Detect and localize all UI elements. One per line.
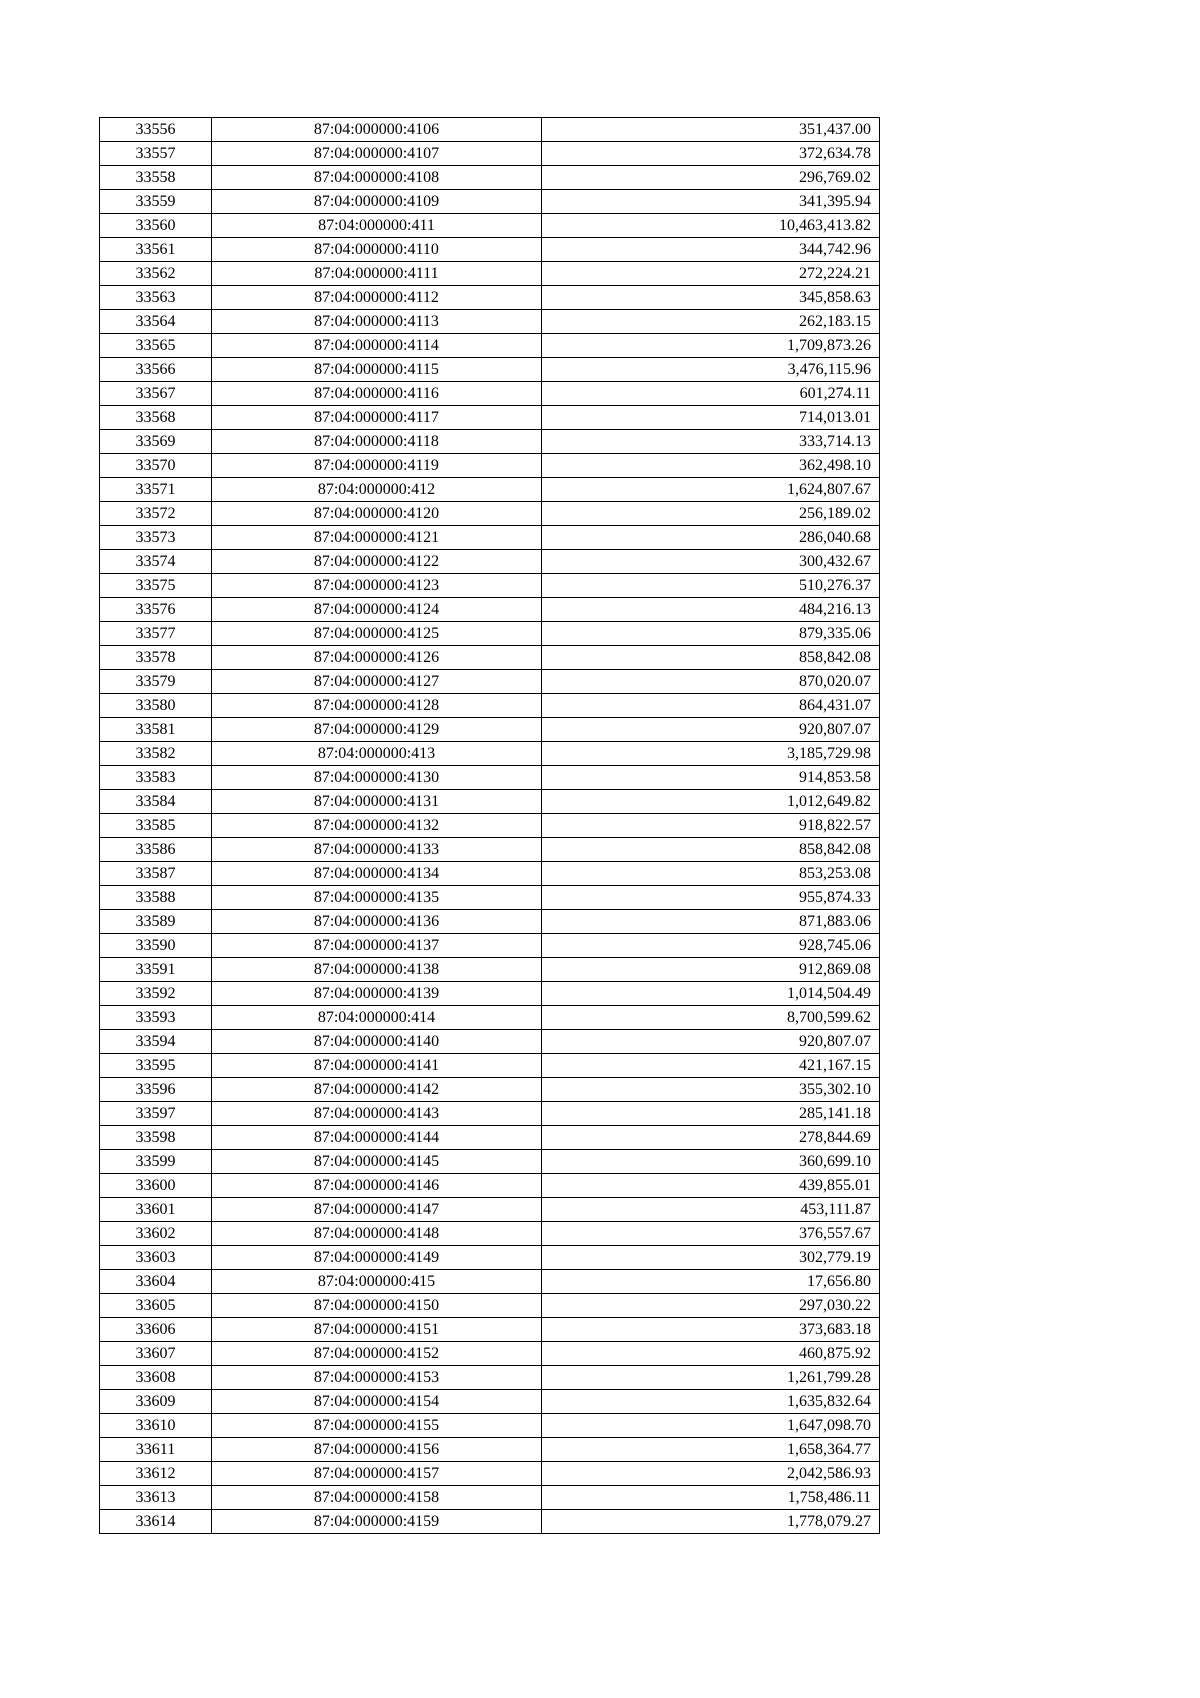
table-row [100,598,880,622]
row-number-cell: 33559 [100,190,212,214]
value-cell: 286,040.68 [542,526,880,550]
value-cell: 1,012,649.82 [542,790,880,814]
table-row [100,478,880,502]
table-row [100,1198,880,1222]
table-row [100,1486,880,1510]
cadastral-number-cell: 87:04:000000:4139 [212,982,542,1006]
cadastral-number-cell: 87:04:000000:4109 [212,190,542,214]
value-cell: 360,699.10 [542,1150,880,1174]
cadastral-number-cell: 87:04:000000:4126 [212,646,542,670]
row-number-cell: 33578 [100,646,212,670]
table-row [100,1246,880,1270]
row-number-cell: 33611 [100,1438,212,1462]
value-cell: 914,853.58 [542,766,880,790]
row-number-cell: 33586 [100,838,212,862]
row-number-cell: 33573 [100,526,212,550]
row-number-cell: 33602 [100,1222,212,1246]
cadastral-number-cell: 87:04:000000:4143 [212,1102,542,1126]
cadastral-number-cell: 87:04:000000:4123 [212,574,542,598]
row-number-cell: 33604 [100,1270,212,1294]
value-cell: 918,822.57 [542,814,880,838]
table-row [100,406,880,430]
table-row [100,1294,880,1318]
value-cell: 3,476,115.96 [542,358,880,382]
value-cell: 601,274.11 [542,382,880,406]
table-row [100,1318,880,1342]
row-number-cell: 33567 [100,382,212,406]
value-cell: 333,714.13 [542,430,880,454]
value-cell: 1,635,832.64 [542,1390,880,1414]
row-number-cell: 33597 [100,1102,212,1126]
row-number-cell: 33560 [100,214,212,238]
row-number-cell: 33603 [100,1246,212,1270]
table-row [100,1174,880,1198]
value-cell: 1,014,504.49 [542,982,880,1006]
cadastral-number-cell: 87:04:000000:4118 [212,430,542,454]
table-row [100,838,880,862]
value-cell: 460,875.92 [542,1342,880,1366]
value-cell: 912,869.08 [542,958,880,982]
row-number-cell: 33590 [100,934,212,958]
cadastral-number-cell: 87:04:000000:4108 [212,166,542,190]
cadastral-number-cell: 87:04:000000:4136 [212,910,542,934]
table-row [100,670,880,694]
cadastral-number-cell: 87:04:000000:4134 [212,862,542,886]
cadastral-number-cell: 87:04:000000:4155 [212,1414,542,1438]
value-cell: 278,844.69 [542,1126,880,1150]
value-cell: 8,700,599.62 [542,1006,880,1030]
row-number-cell: 33572 [100,502,212,526]
row-number-cell: 33576 [100,598,212,622]
row-number-cell: 33563 [100,286,212,310]
table-row [100,1222,880,1246]
table-row [100,886,880,910]
row-number-cell: 33592 [100,982,212,1006]
cadastral-number-cell: 87:04:000000:4156 [212,1438,542,1462]
table-row [100,262,880,286]
table-row [100,238,880,262]
cadastral-number-cell: 87:04:000000:4107 [212,142,542,166]
value-cell: 714,013.01 [542,406,880,430]
value-cell: 302,779.19 [542,1246,880,1270]
table-row [100,1366,880,1390]
table-row [100,742,880,766]
cadastral-number-cell: 87:04:000000:4128 [212,694,542,718]
value-cell: 955,874.33 [542,886,880,910]
cadastral-number-cell: 87:04:000000:4114 [212,334,542,358]
row-number-cell: 33557 [100,142,212,166]
cadastral-number-cell: 87:04:000000:4154 [212,1390,542,1414]
cadastral-number-cell: 87:04:000000:4149 [212,1246,542,1270]
data-table [99,117,880,1534]
table-row [100,334,880,358]
value-cell: 871,883.06 [542,910,880,934]
value-cell: 928,745.06 [542,934,880,958]
value-cell: 344,742.96 [542,238,880,262]
row-number-cell: 33594 [100,1030,212,1054]
value-cell: 858,842.08 [542,838,880,862]
table-row [100,766,880,790]
row-number-cell: 33589 [100,910,212,934]
table-row [100,982,880,1006]
table-row [100,1030,880,1054]
value-cell: 1,758,486.11 [542,1486,880,1510]
table-row [100,382,880,406]
cadastral-number-cell: 87:04:000000:4122 [212,550,542,574]
row-number-cell: 33610 [100,1414,212,1438]
value-cell: 858,842.08 [542,646,880,670]
table-row [100,1510,880,1534]
cadastral-number-cell: 87:04:000000:4146 [212,1174,542,1198]
row-number-cell: 33583 [100,766,212,790]
table-row [100,1054,880,1078]
cadastral-number-cell: 87:04:000000:4133 [212,838,542,862]
cadastral-number-cell: 87:04:000000:4147 [212,1198,542,1222]
row-number-cell: 33558 [100,166,212,190]
cadastral-number-cell: 87:04:000000:4135 [212,886,542,910]
cadastral-number-cell: 87:04:000000:4137 [212,934,542,958]
row-number-cell: 33565 [100,334,212,358]
cadastral-number-cell: 87:04:000000:4120 [212,502,542,526]
row-number-cell: 33595 [100,1054,212,1078]
cadastral-number-cell: 87:04:000000:415 [212,1270,542,1294]
table-row [100,142,880,166]
row-number-cell: 33562 [100,262,212,286]
cadastral-number-cell: 87:04:000000:4151 [212,1318,542,1342]
value-cell: 853,253.08 [542,862,880,886]
value-cell: 373,683.18 [542,1318,880,1342]
row-number-cell: 33613 [100,1486,212,1510]
cadastral-number-cell: 87:04:000000:4140 [212,1030,542,1054]
value-cell: 864,431.07 [542,694,880,718]
table-row [100,1342,880,1366]
cadastral-number-cell: 87:04:000000:411 [212,214,542,238]
value-cell: 453,111.87 [542,1198,880,1222]
row-number-cell: 33591 [100,958,212,982]
row-number-cell: 33569 [100,430,212,454]
row-number-cell: 33609 [100,1390,212,1414]
cadastral-number-cell: 87:04:000000:413 [212,742,542,766]
row-number-cell: 33581 [100,718,212,742]
value-cell: 362,498.10 [542,454,880,478]
value-cell: 355,302.10 [542,1078,880,1102]
table-row [100,118,880,142]
cadastral-number-cell: 87:04:000000:4144 [212,1126,542,1150]
value-cell: 870,020.07 [542,670,880,694]
table-row [100,1390,880,1414]
table-row [100,286,880,310]
cadastral-number-cell: 87:04:000000:4130 [212,766,542,790]
row-number-cell: 33599 [100,1150,212,1174]
table-row [100,310,880,334]
table-row [100,454,880,478]
table-row [100,358,880,382]
cadastral-number-cell: 87:04:000000:4111 [212,262,542,286]
table-row [100,646,880,670]
cadastral-number-cell: 87:04:000000:4141 [212,1054,542,1078]
table-row [100,574,880,598]
table-row [100,1006,880,1030]
value-cell: 920,807.07 [542,718,880,742]
value-cell: 439,855.01 [542,1174,880,1198]
row-number-cell: 33564 [100,310,212,334]
value-cell: 17,656.80 [542,1270,880,1294]
table-row [100,1462,880,1486]
row-number-cell: 33607 [100,1342,212,1366]
cadastral-number-cell: 87:04:000000:4138 [212,958,542,982]
table-row [100,1150,880,1174]
cadastral-number-cell: 87:04:000000:4159 [212,1510,542,1534]
table-row [100,1078,880,1102]
value-cell: 1,624,807.67 [542,478,880,502]
cadastral-number-cell: 87:04:000000:4129 [212,718,542,742]
table-row [100,1102,880,1126]
table-row [100,718,880,742]
table-row [100,790,880,814]
cadastral-number-cell: 87:04:000000:4152 [212,1342,542,1366]
cadastral-number-cell: 87:04:000000:4110 [212,238,542,262]
cadastral-number-cell: 87:04:000000:4158 [212,1486,542,1510]
cadastral-number-cell: 87:04:000000:4131 [212,790,542,814]
cadastral-number-cell: 87:04:000000:4148 [212,1222,542,1246]
value-cell: 297,030.22 [542,1294,880,1318]
cadastral-number-cell: 87:04:000000:412 [212,478,542,502]
row-number-cell: 33561 [100,238,212,262]
table-row [100,862,880,886]
row-number-cell: 33585 [100,814,212,838]
value-cell: 510,276.37 [542,574,880,598]
row-number-cell: 33570 [100,454,212,478]
value-cell: 1,647,098.70 [542,1414,880,1438]
cadastral-number-cell: 87:04:000000:4117 [212,406,542,430]
row-number-cell: 33577 [100,622,212,646]
table-row [100,526,880,550]
row-number-cell: 33608 [100,1366,212,1390]
row-number-cell: 33588 [100,886,212,910]
value-cell: 262,183.15 [542,310,880,334]
row-number-cell: 33556 [100,118,212,142]
value-cell: 372,634.78 [542,142,880,166]
table-row [100,1126,880,1150]
table-row [100,550,880,574]
value-cell: 2,042,586.93 [542,1462,880,1486]
table-row [100,190,880,214]
cadastral-number-cell: 87:04:000000:4132 [212,814,542,838]
cadastral-number-cell: 87:04:000000:4153 [212,1366,542,1390]
cadastral-number-cell: 87:04:000000:4115 [212,358,542,382]
row-number-cell: 33566 [100,358,212,382]
table-row [100,1414,880,1438]
cadastral-number-cell: 87:04:000000:4142 [212,1078,542,1102]
value-cell: 3,185,729.98 [542,742,880,766]
table-row [100,814,880,838]
row-number-cell: 33584 [100,790,212,814]
table-row [100,430,880,454]
value-cell: 345,858.63 [542,286,880,310]
row-number-cell: 33574 [100,550,212,574]
row-number-cell: 33575 [100,574,212,598]
table-row [100,166,880,190]
value-cell: 484,216.13 [542,598,880,622]
cadastral-number-cell: 87:04:000000:4145 [212,1150,542,1174]
value-cell: 10,463,413.82 [542,214,880,238]
value-cell: 376,557.67 [542,1222,880,1246]
value-cell: 341,395.94 [542,190,880,214]
row-number-cell: 33598 [100,1126,212,1150]
value-cell: 920,807.07 [542,1030,880,1054]
row-number-cell: 33605 [100,1294,212,1318]
cadastral-number-cell: 87:04:000000:4106 [212,118,542,142]
row-number-cell: 33593 [100,1006,212,1030]
cadastral-number-cell: 87:04:000000:4113 [212,310,542,334]
value-cell: 421,167.15 [542,1054,880,1078]
table-row [100,1270,880,1294]
cadastral-number-cell: 87:04:000000:4150 [212,1294,542,1318]
row-number-cell: 33587 [100,862,212,886]
row-number-cell: 33606 [100,1318,212,1342]
row-number-cell: 33579 [100,670,212,694]
value-cell: 351,437.00 [542,118,880,142]
cadastral-number-cell: 87:04:000000:4124 [212,598,542,622]
row-number-cell: 33580 [100,694,212,718]
row-number-cell: 33568 [100,406,212,430]
row-number-cell: 33601 [100,1198,212,1222]
cadastral-number-cell: 87:04:000000:4116 [212,382,542,406]
row-number-cell: 33614 [100,1510,212,1534]
value-cell: 1,709,873.26 [542,334,880,358]
value-cell: 300,432.67 [542,550,880,574]
value-cell: 879,335.06 [542,622,880,646]
cadastral-number-cell: 87:04:000000:4125 [212,622,542,646]
table-body [100,118,880,1534]
cadastral-number-cell: 87:04:000000:4112 [212,286,542,310]
table-row [100,910,880,934]
value-cell: 296,769.02 [542,166,880,190]
cadastral-number-cell: 87:04:000000:4127 [212,670,542,694]
row-number-cell: 33582 [100,742,212,766]
cadastral-number-cell: 87:04:000000:4119 [212,454,542,478]
value-cell: 1,778,079.27 [542,1510,880,1534]
cadastral-number-cell: 87:04:000000:4121 [212,526,542,550]
table-row [100,502,880,526]
row-number-cell: 33596 [100,1078,212,1102]
cadastral-number-cell: 87:04:000000:414 [212,1006,542,1030]
table-row [100,934,880,958]
table-row [100,1438,880,1462]
value-cell: 1,658,364.77 [542,1438,880,1462]
value-cell: 256,189.02 [542,502,880,526]
table-row [100,214,880,238]
table-row [100,622,880,646]
table-row [100,958,880,982]
value-cell: 285,141.18 [542,1102,880,1126]
value-cell: 272,224.21 [542,262,880,286]
row-number-cell: 33600 [100,1174,212,1198]
value-cell: 1,261,799.28 [542,1366,880,1390]
table-row [100,694,880,718]
row-number-cell: 33612 [100,1462,212,1486]
row-number-cell: 33571 [100,478,212,502]
cadastral-number-cell: 87:04:000000:4157 [212,1462,542,1486]
